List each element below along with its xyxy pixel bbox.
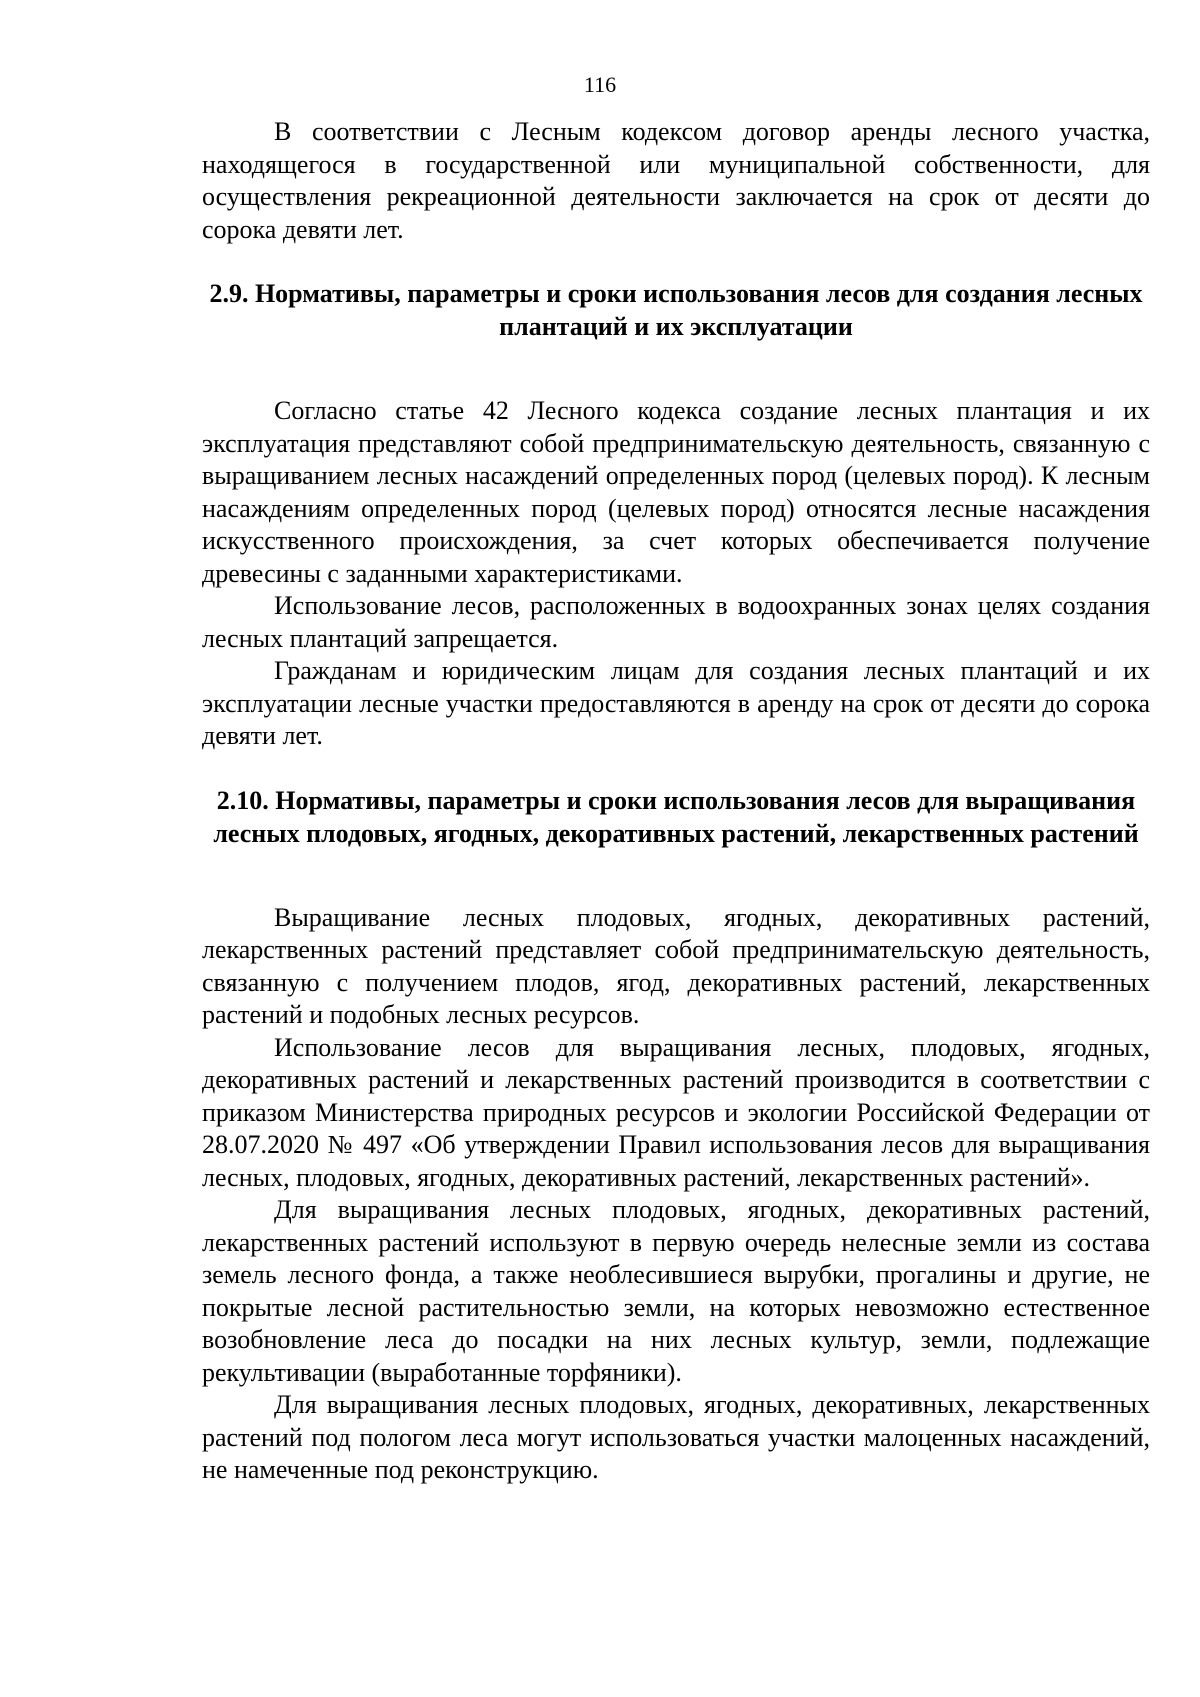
spacer [202,246,1150,277]
spacer [202,343,1150,395]
paragraph-ministry-order: Использование лесов для выращивания лесных, плодовых, ягодных, декоративных растений и лекарственных растений производится в соответствии с приказом Министерства природных ресурсов и экологии Российской Федерации от 28.07.2020 № 497 «Об утверждении Правил использования лесов для выращивания лесных, плодовых, ягодных, декоративных растений, лекарственных растений». [202,1032,1150,1192]
spacer [202,753,1150,784]
paragraph-low-value-stands: Для выращивания лесных плодовых, ягодных, декоративных, лекарственных растений под пологом леса могут использоваться участки малоценных насаждений, не намеченные под реконструкцию. [202,1390,1150,1484]
paragraph-land-usage: Для выращивания лесных плодовых, ягодных, декоративных растений, лекарственных растений используют в первую очередь нелесные земли из состава земель лесного фонда, а также необлесившиеся вырубки, прогалины и другие, не покрытые лесной растительностью земли, на которых невозможно естественное возобновление леса до посадки на них лесных культур, земли, подлежащие рекультивации (выработанные торфяники). [202,1195,1150,1387]
paragraph-growing-plants: Выращивание лесных плодовых, ягодных, декоративных растений, лекарственных растений представляет собой предпринимательскую деятельность, связанную с получением плодов, ягод, декоративных растений, лекарственных растений и подобных лесных ресурсов. [202,902,1150,1029]
section-heading-2-9: 2.9. Нормативы, параметры и сроки использования лесов для создания лесных плантаций и их эксплуатации [209,279,1143,341]
paragraph-lease-recreation: В соответствии с Лесным кодексом договор аренды лесного участка, находящегося в государственной или муниципальной собственности, для осуществления рекреационной деятельности заключается на срок от десяти до сорока девяти лет. [202,117,1150,244]
paragraph-article-42: Согласно статье 42 Лесного кодекса создание лесных плантация и их эксплуатация представляют собой предпринимательскую деятельность, связанную с выращиванием лесных насаждений определенных пород (целевых пород). К лесным насаждениям определенных пород (целевых пород) относятся лесные насаждения искусственного происхождения, за счет которых обеспечивается получение древесины с заданными характеристиками. [202,396,1150,588]
section-heading-2-10: 2.10. Нормативы, параметры и сроки использования лесов для выращивания лесных плодовых, ягодных, декоративных растений, лекарственных растений [213,785,1139,848]
document-body [202,116,1150,1487]
page-number: 116 [583,72,617,97]
paragraph-water-protection-zones: Использование лесов, расположенных в водоохранных зонах целях создания лесных плантаций запрещается. [202,591,1150,653]
paragraph-lease-term: Гражданам и юридическим лицам для создания лесных плантаций и их эксплуатации лесные участки предоставляются в аренду на срок от десяти до сорока девяти лет. [202,656,1150,750]
spacer [202,850,1150,902]
